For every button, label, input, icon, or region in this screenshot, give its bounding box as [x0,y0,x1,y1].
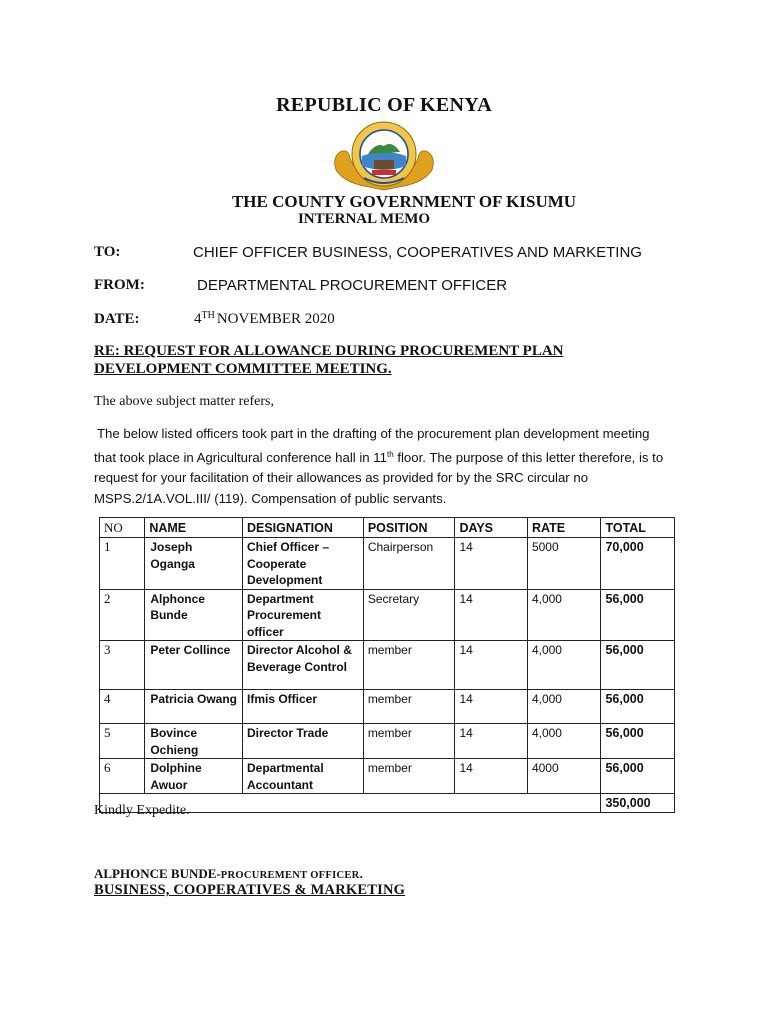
cell-designation: Director Alcohol & Beverage Control [242,641,363,690]
cell-no: 1 [100,538,145,590]
cell-name: Bovince Ochieng [145,724,243,759]
cell-designation: Departmental Accountant [242,759,363,794]
cell-name: Patricia Owang [145,690,243,724]
cell-total: 56,000 [601,759,675,794]
cell-total: 56,000 [601,589,675,641]
cell-rate: 4,000 [527,589,601,641]
table-row [100,724,675,759]
cell-rate: 4000 [527,759,601,794]
header-designation: DESIGNATION [242,518,363,538]
signatory-title: PROCUREMENT OFFICER [220,870,360,881]
cell-designation: Director Trade [242,724,363,759]
cell-name: Joseph Oganga [145,538,243,590]
to-value: CHIEF OFFICER BUSINESS, COOPERATIVES AND MARKETING [193,244,642,261]
from-value: DEPARTMENTAL PROCUREMENT OFFICER [197,277,508,294]
to-label: TO: [94,244,121,260]
closing-line: Kindly Expedite. [94,803,190,818]
county-seal-logo [328,118,440,192]
date-rest: NOVEMBER 2020 [216,311,335,327]
cell-rate: 4,000 [527,724,601,759]
cell-position: member [363,724,455,759]
table-row [100,589,675,641]
header-rate: RATE [527,518,601,538]
cell-days: 14 [455,724,528,759]
cell-rate: 5000 [527,538,601,590]
date-label: DATE: [94,311,140,327]
cell-name: Peter Collince [145,641,243,690]
cell-days: 14 [455,759,528,794]
header-no: NO [100,518,145,538]
signatory-dot: . [359,866,363,881]
paragraph-superscript: th [387,449,394,459]
header-position: POSITION [363,518,455,538]
cell-total: 56,000 [601,724,675,759]
cell-rate: 4,000 [527,690,601,724]
grand-total-cell: 350,000 [601,794,675,813]
date-day: 4 [194,311,202,327]
from-label: FROM: [94,277,145,293]
signatory-line [94,866,363,882]
subject-line: RE: REQUEST FOR ALLOWANCE DURING PROCUREMENT PLAN DEVELOPMENT COMMITTEE MEETING. [94,343,564,377]
cell-total: 56,000 [601,641,675,690]
table-row [100,538,675,590]
date-suffix: TH [201,310,215,321]
header-days: DAYS [455,518,528,538]
cell-days: 14 [455,641,528,690]
officers-allowance-table [99,517,675,813]
cell-days: 14 [455,589,528,641]
signatory-department: BUSINESS, COOPERATIVES & MARKETING [94,882,406,898]
memo-heading: INTERNAL MEMO [297,211,431,227]
republic-heading: REPUBLIC OF KENYA [276,94,492,116]
cell-no: 6 [100,759,145,794]
table-row [100,641,675,690]
cell-no: 3 [100,641,145,690]
cell-designation: Ifmis Officer [242,690,363,724]
cell-position: Secretary [363,589,455,641]
cell-position: member [363,690,455,724]
refers-line: The above subject matter refers, [94,394,274,409]
body-paragraph [94,424,674,509]
cell-designation: Department Procurement officer [242,589,363,641]
cell-designation: Chief Officer – Cooperate Development [242,538,363,590]
county-heading: THE COUNTY GOVERNMENT OF KISUMU [231,192,577,211]
cell-days: 14 [455,538,528,590]
paragraph-part-2: floor. The purpose of this letter therefore, is to request for your facilitation of their allowances as provided for by the SRC circular no MSPS.2/1A.VOL.III/ (119). Compensation of public servants. [94,449,664,506]
cell-position: member [363,759,455,794]
header-name: NAME [145,518,243,538]
cell-no: 5 [100,724,145,759]
signatory-name: ALPHONCE BUNDE- [94,866,221,881]
cell-no: 2 [100,589,145,641]
paragraph-part-1: The below listed officers took part in the drafting of the procurement plan development meeting that took place in Agricultural conference hall in 11 [94,426,650,465]
date-value [194,310,335,328]
cell-no: 4 [100,690,145,724]
table-header-row [100,518,675,538]
header-total: TOTAL [601,518,675,538]
cell-total: 70,000 [601,538,675,590]
cell-total: 56,000 [601,690,675,724]
table-row [100,759,675,794]
cell-position: Chairperson [363,538,455,590]
cell-rate: 4,000 [527,641,601,690]
cell-position: member [363,641,455,690]
cell-name: Dolphine Awuor [145,759,243,794]
cell-days: 14 [455,690,528,724]
table-row [100,690,675,724]
cell-name: Alphonce Bunde [145,589,243,641]
